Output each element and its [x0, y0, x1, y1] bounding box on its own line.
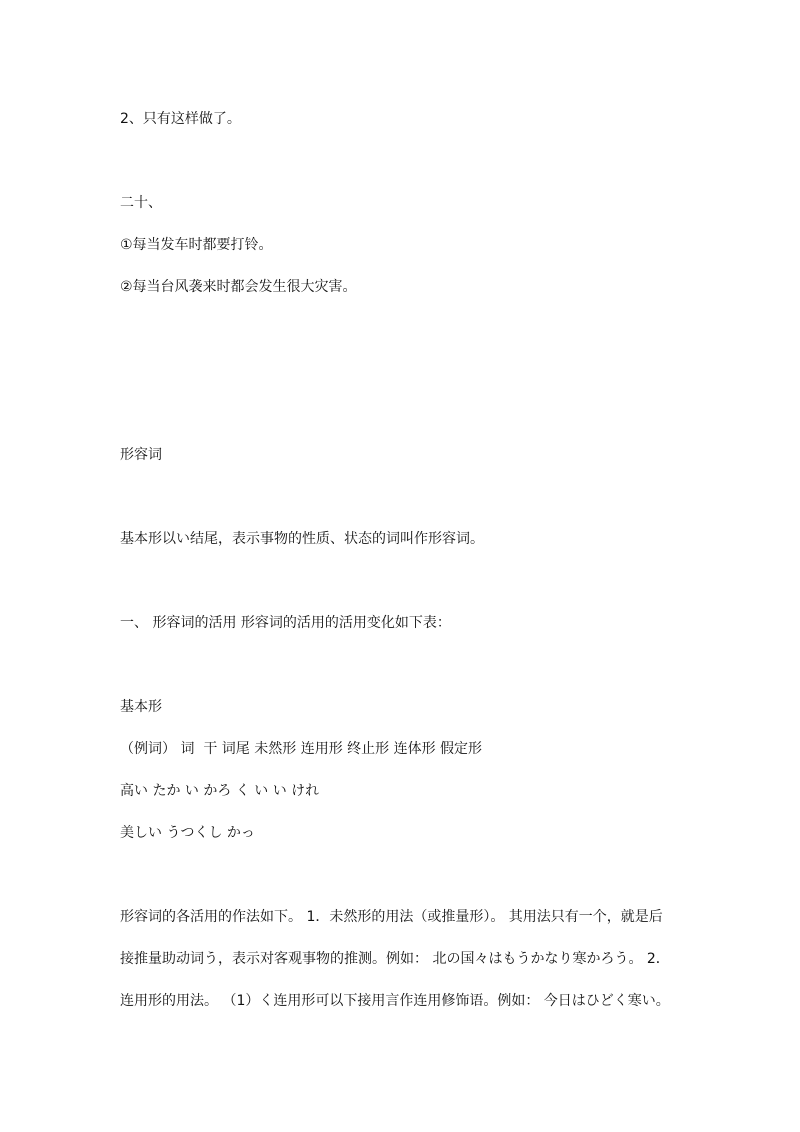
adjective-heading: 形容词 — [120, 447, 162, 463]
answer-2-text: 2、只有这样做了。 — [120, 111, 241, 127]
table-header-row: （例词） 词 干 词尾 未然形 连用形 终止形 连体形 假定形 — [120, 741, 483, 757]
definition-text: 基本形以い结尾，表示事物的性质、状态的词叫作形容词。 — [120, 531, 484, 547]
item-1-text: ①每当发车时都要打铃。 — [120, 237, 273, 253]
paragraph-line: 连用形的用法。 （1）く连用形可以下接用言作连用修饰语。例如： 今日はひどく寒い。 — [120, 993, 670, 1009]
table-row-2: 美しい うつくし かっ — [120, 825, 255, 841]
section-1-heading: 一、 形容词的活用 形容词的活用的活用变化如下表： — [120, 615, 451, 631]
item-2-text: ②每当台风袭来时都会发生很大灾害。 — [120, 279, 357, 295]
paragraph-line: 形容词的各活用的作法如下。 1．未然形的用法（或推量形）。 其用法只有一个，就是后 — [120, 909, 663, 925]
table-title: 基本形 — [120, 699, 162, 715]
section-20-heading: 二十、 — [120, 195, 162, 211]
table-row-1: 高い たか い かろ く い い けれ — [120, 783, 320, 799]
paragraph-line: 接推量助动词う，表示对客观事物的推测。例如： 北の国々はもうかなり寒かろう。 2． — [120, 951, 670, 967]
